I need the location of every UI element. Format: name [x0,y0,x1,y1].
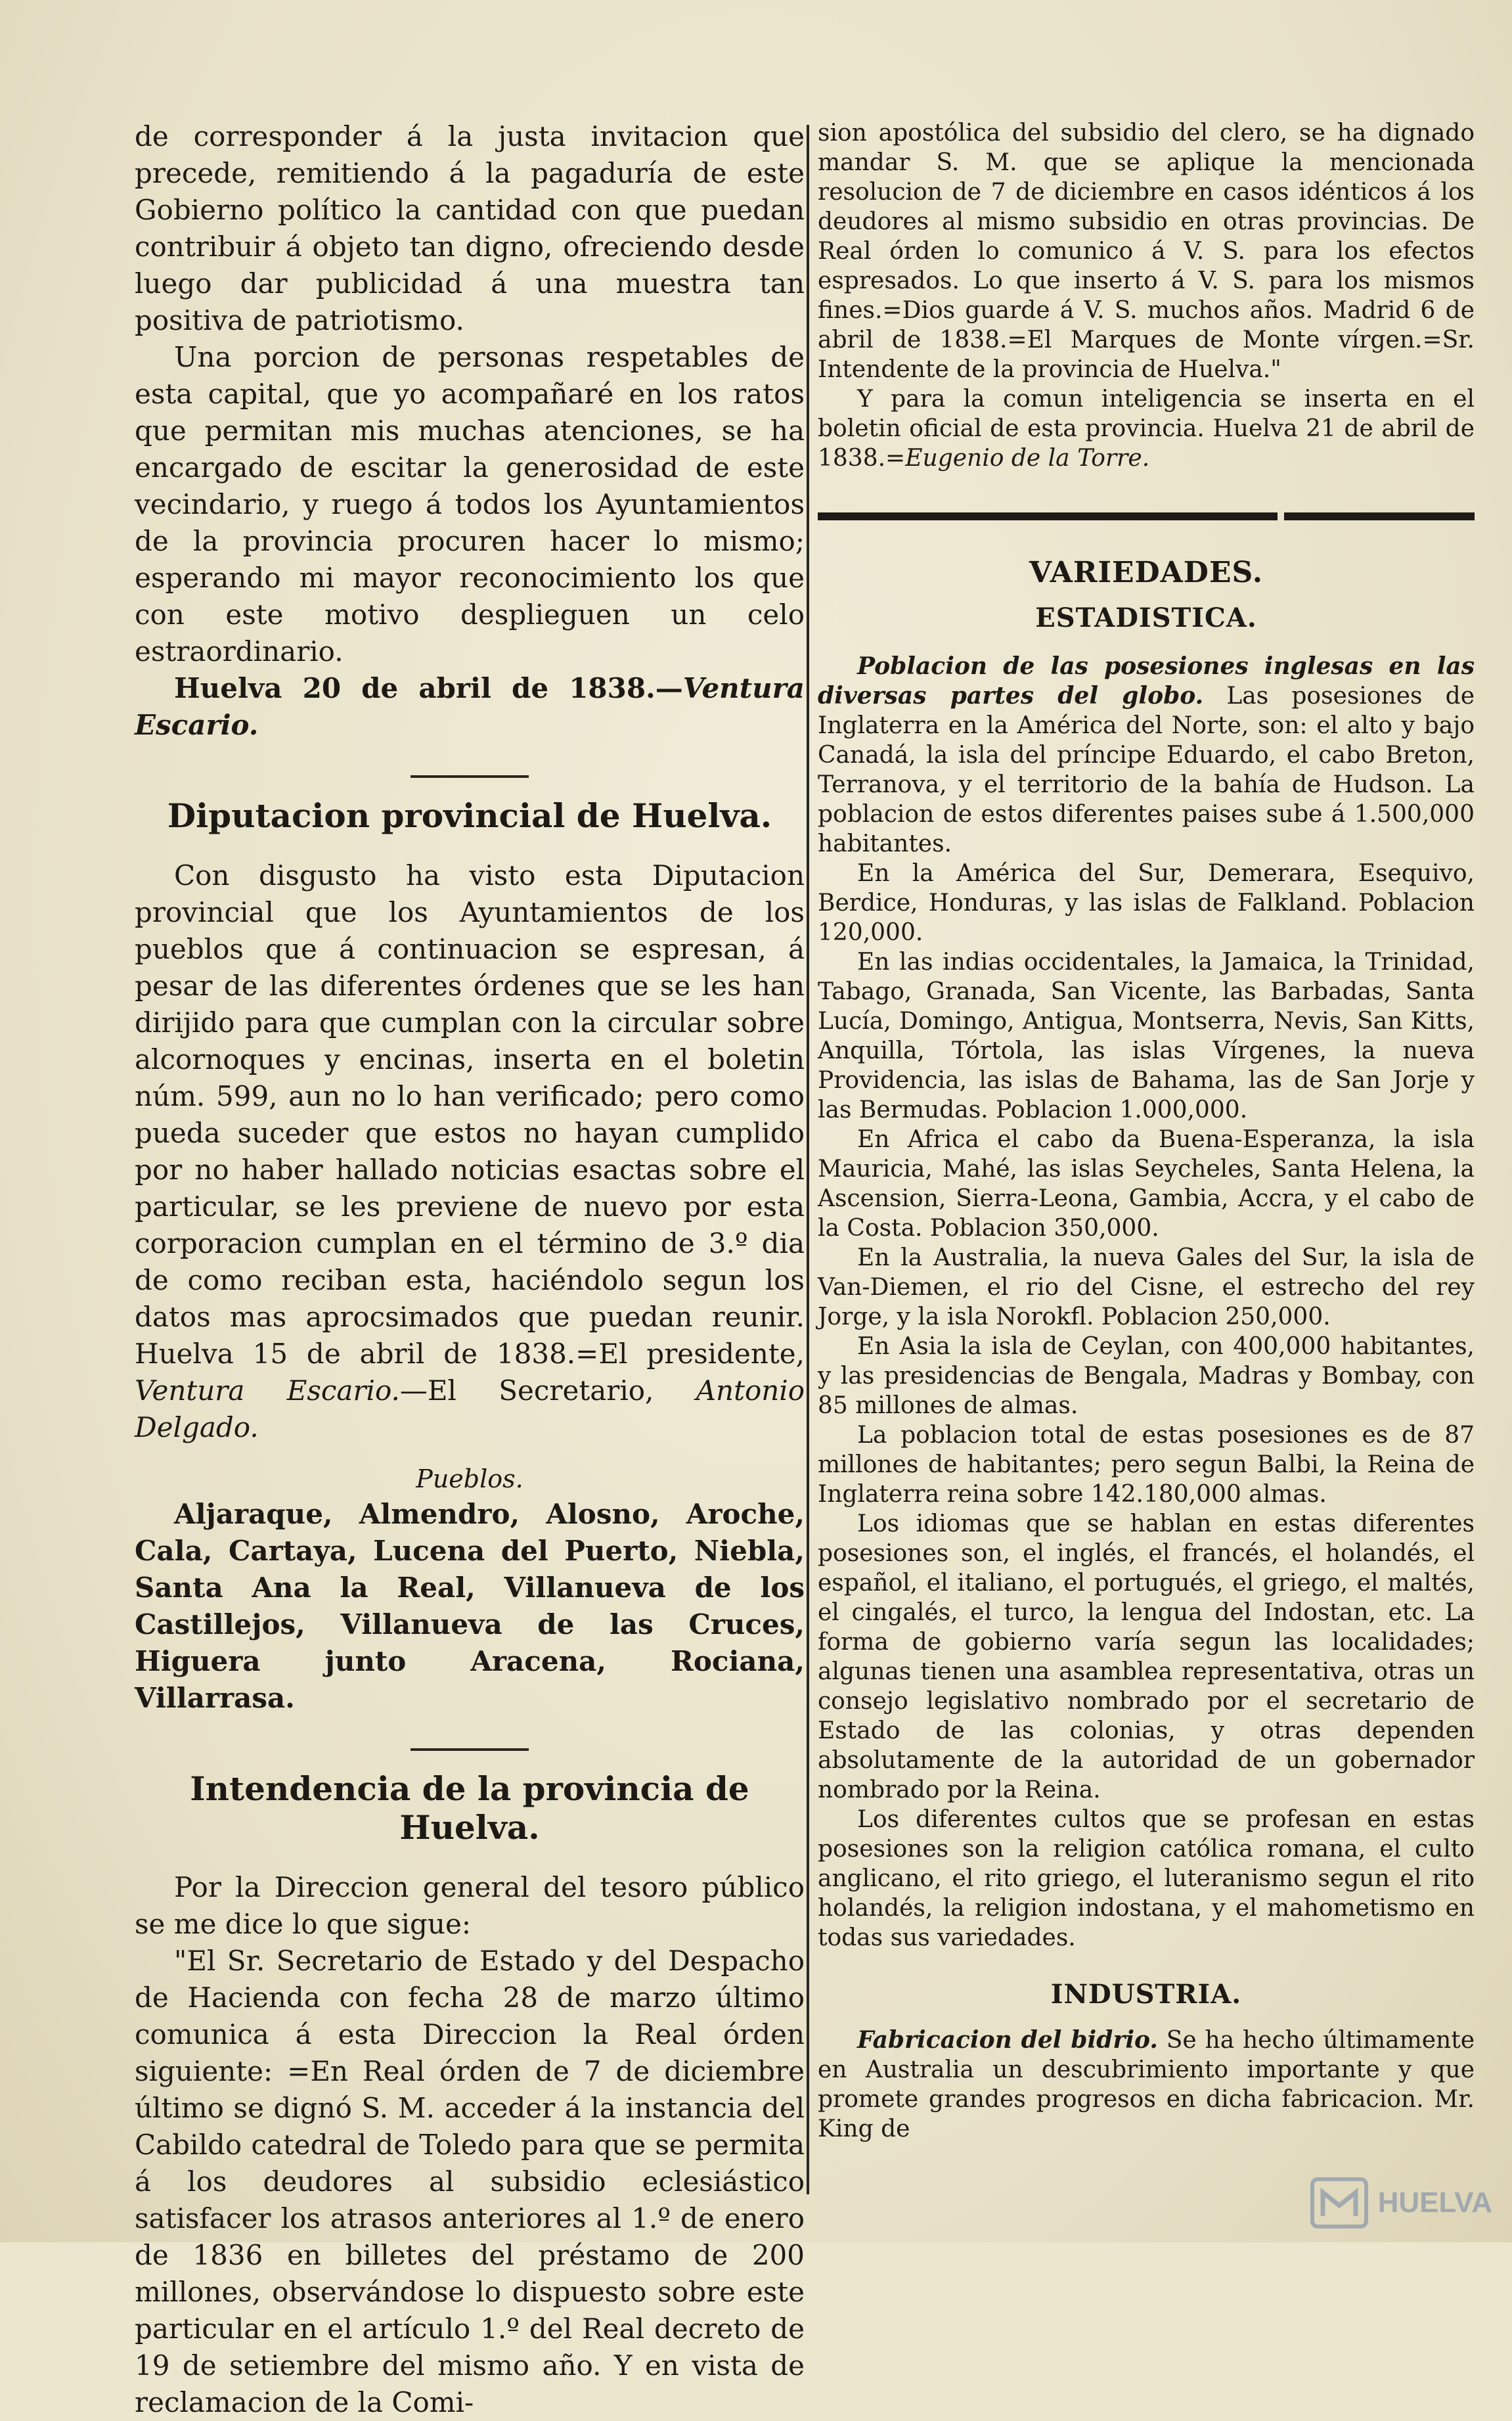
intro-paragraph-2: Una porcion de personas respetables de esta capital, que yo acompañaré en los ratos que permitan mis muchas atenciones, se ha encargado de escitar la generosidad de este vecindario, y ruego á todos los Ayuntamientos de la provincia procuren hacer lo mismo; esperando mi mayor reconocimiento los que con este motivo desplieguen un celo estraordinario. [135,341,805,667]
diputacion-secretario: Antonio Delgado. [135,1374,805,1443]
archive-logo-text: HUELVA [1377,2186,1492,2219]
closing-text: Y para la comun inteligencia se inserta en el boletin oficial de esta provincia. Huelva 21 de abril de 1838.= [818,386,1475,472]
industria-heading: INDUSTRIA. [1050,1979,1242,2010]
estadistica-paragraph: En la América del Sur, Demerara, Esequivo, Berdice, Honduras, y las islas de Falkland. Poblacion 120,000. [818,860,1475,946]
diputacion-presidente: Ventura Escario. [135,1374,400,1407]
intendencia-quote: "El Sr. Secretario de Estado y del Despacho de Hacienda con fecha 28 de marzo último comunica á esta Direccion la Real órden siguiente: =En Real órden de 7 de diciembre último se dignó S. M. acceder á la instancia del Cabildo catedral de Toledo para que se permita á los deudores al subsidio eclesiástico satisfacer los atrasos anteriores al 1.º de enero de 1836 en billetes del préstamo de 200 millones, observándose lo dispuesto sobre este particular en el artículo 1.º del Real decreto de 19 de setiembre del mismo año. Y en vista de reclamacion de la Comi- [135,1945,805,2418]
intro-paragraph-1: de corresponder á la justa invitacion que precede, remitiendo á la pagaduría de este Gobierno político la cantidad con que puedan contribuir á objeto tan digno, ofreciendo desde luego dar publicidad á una muestra tan positiva de patriotismo. [135,120,805,336]
intro-signature-name: Ventura Escario. [135,672,805,741]
diputacion-secretario-label: —El Secretario, [399,1374,654,1407]
intro-signature [135,670,805,744]
estadistica-paragraph: Los diferentes cultos que se profesan en estas posesiones son la religion católica romana, el culto anglicano, el rito griego, el luteranismo segun el rito holandés, la religion indostana, y el mahometismo en todas sus variedades. [818,1806,1475,1951]
variedades-heading: VARIEDADES. [1029,556,1264,589]
diputacion-title: Diputacion provincial de Huelva. [167,796,772,835]
estadistica-paragraph: La poblacion total de estas posesiones es de 87 millones de habitantes; pero segun Balbi, la Reina de Inglaterra reina sobre 142.180,000 almas. [818,1422,1475,1508]
intro-signature-date: Huelva 20 de abril de 1838.— [174,672,683,704]
industria-paragraph [818,2025,1475,2144]
estadistica-body [818,652,1475,1953]
column-divider [807,125,809,2194]
section-rule [411,1748,529,1751]
closing-signature: Eugenio de la Torre. [905,445,1150,472]
estadistica-paragraph: En Asia la isla de Ceylan, con 400,000 habitantes, y las presidencias de Bengala, Madras y Bombay, con 85 millones de almas. [818,1333,1475,1419]
intendencia-intro: Por la Direccion general del tesoro público se me dice lo que sigue: [135,1871,805,1940]
diputacion-body [135,857,805,1446]
left-column [135,118,805,2421]
estadistica-paragraph: En Africa el cabo da Buena-Esperanza, la isla Mauricia, Mahé, las islas Seycheles, Santa Helena, la Ascension, Sierra-Leona, Gambia, Accra, y el cabo de la Costa. Poblacion 350,000. [818,1126,1475,1242]
right-column [818,118,1475,2144]
pueblos-list: Aljaraque, Almendro, Alosno, Aroche, Cala, Cartaya, Lucena del Puerto, Niebla, Santa Ana la Real, Villanueva de los Castillejos, Villanueva de las Cruces, Higuera junto Aracena, Rociana, Villarrasa. [135,1498,805,1714]
industria-text: Se ha hecho últimamente en Australia un descubrimiento importante y que promete grandes progresos en dicha fabricacion. Mr. King de [818,2027,1475,2142]
continuation-text: sion apostólica del subsidio del clero, se ha dignado mandar S. M. que se aplique la mencionada resolucion de 7 de diciembre en casos idénticos á los deudores al mismo subsidio en otras provincias. De Real órden lo comunico á V. S. para los efectos espresados. Lo que inserto á V. S. para los mismos fines.=Dios guarde á V. S. muchos años. Madrid 6 de abril de 1838.=El Marques de Monte vírgen.=Sr. Intendente de la provincia de Huelva." [818,120,1475,383]
double-rule-right [1284,512,1475,520]
section-rule [411,775,529,778]
archive-logo [1310,2177,1492,2229]
intendencia-title: Intendencia de la provincia de Huelva. [190,1769,749,1847]
estadistica-paragraph: Los idiomas que se hablan en estas diferentes posesiones son, el inglés, el francés, el holandés, el español, el italiano, el portugués, el griego, el maltés, el cingalés, el turco, la lengua del Indostan, etc. La forma de gobierno varía segun las localidades; algunas tienen una asamblea representativa, otras un consejo legislativo nombrado por el secretario de Estado de las colonias, y otras dependen absolutamente de la autoridad de un gobernador nombrado por la Reina. [818,1510,1475,1803]
pueblos-heading: Pueblos. [416,1464,523,1493]
section-double-rule [818,512,1475,524]
double-rule-left [818,512,1278,520]
estadistica-lead: Poblacion de las posesiones inglesas en las diversas partes del globo. [818,652,1475,710]
estadistica-paragraph: En las indias occidentales, la Jamaica, la Trinidad, Tabago, Granada, San Vicente, las Barbadas, Santa Lucía, Domingo, Antigua, Montserra, Nevis, San Kitts, Anquilla, Tórtola, las islas Vírgenes, la nueva Providencia, las islas de Bahama, las de San Jorje y las Bermudas. Poblacion 1.000,000. [818,949,1475,1123]
archive-logo-icon [1310,2177,1369,2229]
industria-lead: Fabricacion del bidrio. [857,2026,1158,2054]
closing-paragraph [818,384,1475,473]
estadistica-paragraph: En la Australia, la nueva Gales del Sur, la isla de Van-Diemen, el rio del Cisne, el estrecho del rey Jorge, y la isla Norokfl. Poblacion 250,000. [818,1244,1475,1330]
estadistica-paragraph [818,652,1475,859]
estadistica-heading: ESTADISTICA. [1035,602,1257,633]
diputacion-body-text: Con disgusto ha visto esta Diputacion provincial que los Ayuntamientos de los pueblos que á continuacion se espresan, á pesar de las diferentes órdenes que se les han dirijido para que cumplan con la circular sobre alcornoques y encinas, inserta en el boletin núm. 599, aun no lo han verificado; pero como pueda suceder que estos no hayan cumplido por no haber hallado noticias esactas sobre el particular, se les previene de nuevo por esta corporacion cumplan en el término de 3.º dia de como reciban esta, haciéndolo segun los datos mas aprocsimados que puedan reunir. Huelva 15 de abril de 1838.=El presidente, [135,859,805,1370]
estadistica-text: Las posesiones de Inglaterra en la América del Norte, son: el alto y bajo Canadá, la isla del príncipe Eduardo, el cabo Breton, Terranova, y el territorio de la bahía de Hudson. La poblacion de estos diferentes paises sube á 1.500,000 habitantes. [818,683,1475,857]
